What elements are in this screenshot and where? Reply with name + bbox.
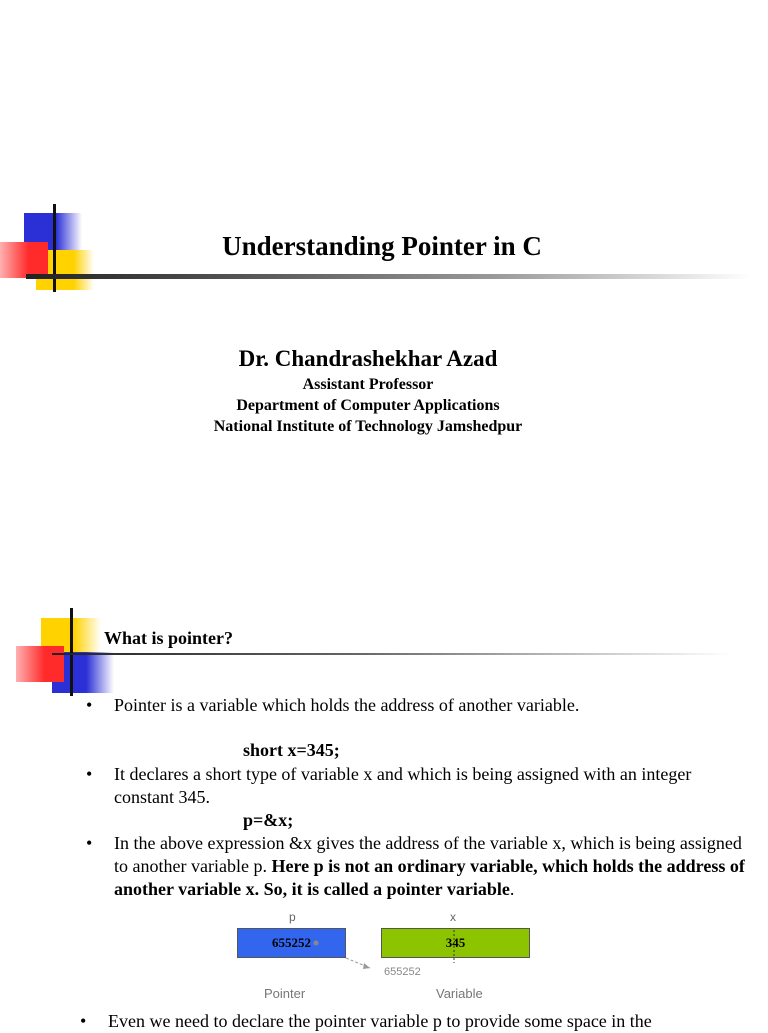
bullet-icon: • xyxy=(86,833,93,853)
bullet-item xyxy=(86,694,746,717)
bullet-text: Pointer is a variable which holds the address of another variable. xyxy=(114,695,580,715)
bullet-icon: • xyxy=(86,695,93,715)
pointer-caption: Pointer xyxy=(264,986,306,1001)
slide-heading: What is pointer? xyxy=(104,628,234,648)
bullet-item xyxy=(86,832,746,901)
author-designation: Assistant Professor xyxy=(302,376,434,393)
pointer-value: 655252 xyxy=(272,935,311,950)
author-block xyxy=(130,344,606,437)
author-institute: National Institute of Technology Jamshedpur xyxy=(213,418,523,435)
address-arrow-head xyxy=(363,963,370,969)
bullet-item xyxy=(86,763,746,809)
red-square xyxy=(16,646,64,682)
variable-name-label: x xyxy=(450,910,456,924)
bullet-text xyxy=(114,832,746,901)
heading-underline xyxy=(52,653,732,655)
variable-address-label: 655252 xyxy=(384,966,421,978)
bullet-text-normal: In the above expression &x gives the address of the variable x, which is being assigned to another variable p. xyxy=(114,833,742,876)
bullet-text-bold: Here p is not an ordinary variable, which holds the address of another variable x. So, it is called a pointer variable xyxy=(114,856,745,899)
bullet-text: It declares a short type of variable x and which is being assigned with an integer constant 345. xyxy=(114,764,692,807)
bullet-text: Even we need to declare the pointer variable p to provide some space in the xyxy=(108,1011,652,1031)
bullet-text-end: . xyxy=(509,879,515,899)
pointer-diagram xyxy=(230,906,540,1006)
pointer-dot xyxy=(314,941,319,946)
bullet-icon: • xyxy=(86,764,93,784)
code-line: p=&x; xyxy=(243,810,294,830)
bullet-icon: • xyxy=(80,1011,87,1031)
author-name: Dr. Chandrashekhar Azad xyxy=(238,346,498,371)
vertical-line xyxy=(70,608,73,696)
title-underline xyxy=(26,274,750,279)
variable-value: 345 xyxy=(445,935,466,950)
pointer-name-label: p xyxy=(289,910,296,924)
code-line: short x=345; xyxy=(243,740,340,760)
bullet-item xyxy=(80,1010,740,1033)
presentation-title: Understanding Pointer in C xyxy=(222,231,542,261)
author-department: Department of Computer Applications xyxy=(236,397,500,414)
variable-caption: Variable xyxy=(436,986,483,1001)
